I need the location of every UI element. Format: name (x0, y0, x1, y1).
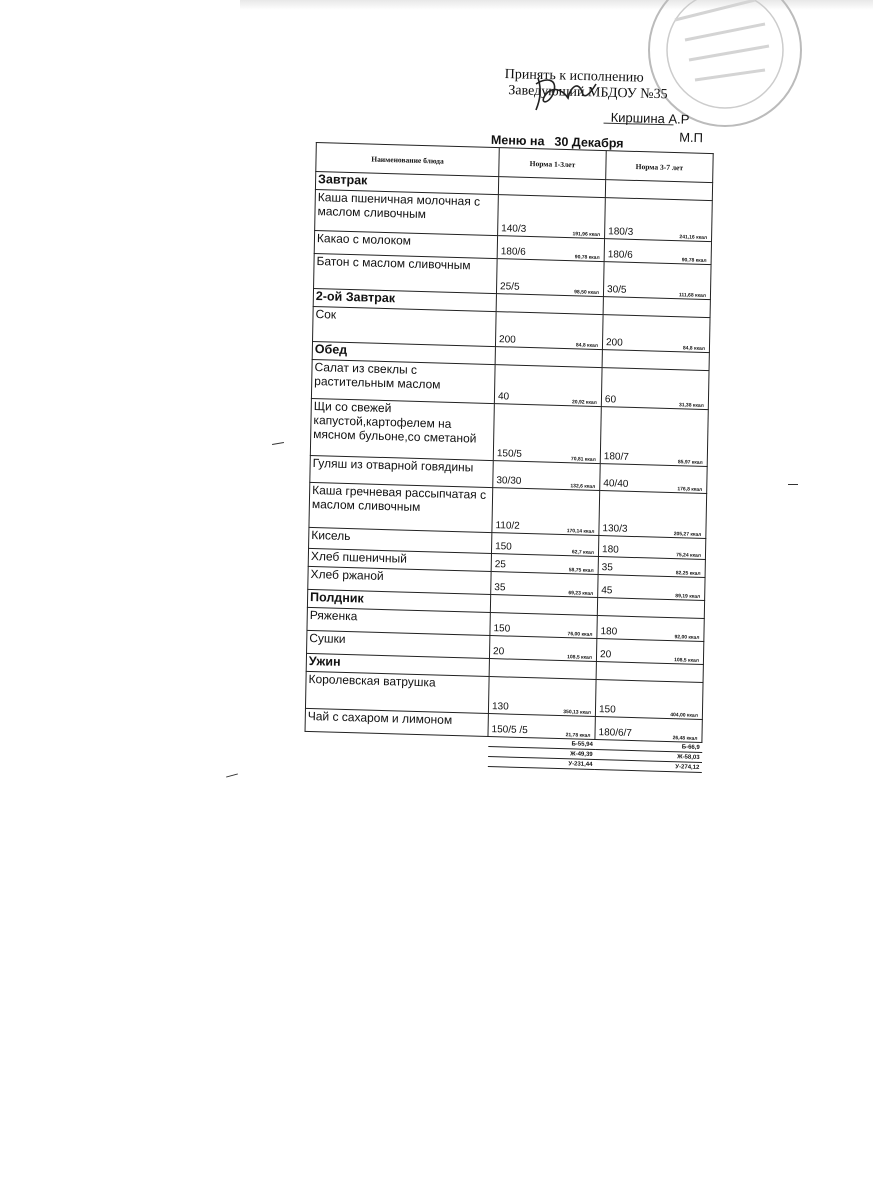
dish-name: Каша гречневая рассыпчатая с маслом сливочным (309, 482, 493, 532)
kcal-1-3: 21,78 ккал (565, 732, 591, 739)
margin-mark (226, 773, 238, 777)
portion-3-7-cell (603, 262, 711, 300)
portion-1-3: 180/6 (500, 246, 526, 258)
portion-1-3: 200 (498, 334, 516, 346)
portion-3-7-cell (604, 239, 711, 265)
kcal-1-3: 170,14 ккал (566, 528, 595, 535)
portion-3-7-cell (598, 536, 705, 560)
portion-3-7: 180/7 (603, 451, 629, 463)
portion-3-7-cell (600, 407, 708, 467)
portion-1-3-cell (491, 572, 598, 598)
portion-3-7-cell (595, 680, 703, 720)
approval-seal-place: М.П (679, 129, 704, 146)
kcal-3-7: 205,27 ккал (673, 531, 702, 538)
portion-1-3: 20 (492, 646, 505, 658)
kcal-3-7: 92,00 ккал (674, 634, 700, 641)
menu-body (305, 172, 713, 743)
dish-name: Королевская ватрушка (305, 671, 489, 713)
portion-3-7-cell (605, 198, 713, 242)
dish-name: Щи со свежей капустой,картофелем на мясном бульоне,со сметаной (310, 398, 494, 460)
portion-3-7: 30/5 (606, 284, 627, 296)
portion-1-3-cell (493, 404, 601, 464)
portion-3-7: 180 (601, 544, 619, 556)
total-1-3: Ж-49,39 (488, 747, 595, 760)
kcal-1-3: 76,00 ккал (567, 631, 593, 638)
kcal-3-7: 404,00 ккал (670, 712, 698, 719)
portion-1-3-cell (491, 533, 598, 557)
approval-head-line: Заведующий МБДОУ №35 (508, 83, 668, 103)
portion-3-7: 180/3 (608, 226, 634, 238)
kcal-3-7: 108,5 ккал (674, 657, 700, 664)
portion-1-3-cell (490, 613, 597, 639)
kcal-1-3: 62,7 ккал (571, 549, 595, 556)
portion-3-7: 180/6/7 (598, 727, 633, 740)
total-3-7: Б-66,9 (595, 740, 702, 753)
kcal-3-7: 85,97 ккал (677, 459, 703, 466)
portion-1-3-cell (494, 365, 602, 407)
menu-date: 30 Декабря (554, 134, 624, 151)
portion-3-7-cell (600, 464, 707, 494)
dish-name: Каша пшеничная молочная с маслом сливочным (315, 190, 499, 236)
approval-accept-line: Принять к исполнению (504, 66, 644, 86)
handwritten-signature (508, 66, 618, 116)
portion-3-7-cell (599, 491, 707, 539)
menu-table (304, 142, 714, 773)
portion-1-3: 35 (494, 582, 506, 594)
header-dish-name: Наименование блюда (316, 143, 499, 177)
kcal-3-7: 90,78 ккал (681, 257, 707, 264)
portion-1-3-cell (498, 195, 606, 239)
total-3-7: Ж-58,03 (595, 749, 702, 762)
total-1-3: Б-55,94 (488, 737, 595, 750)
total-3-7: У-274,12 (594, 759, 701, 772)
portion-1-3: 140/3 (501, 223, 527, 235)
kcal-3-7: 31,38 ккал (678, 402, 704, 409)
dish-name: Гуляш из отварной говядины (310, 455, 493, 487)
section-title: Завтрак (315, 172, 498, 195)
kcal-1-3: 90,78 ккал (574, 254, 600, 261)
portion-1-3: 25 (494, 559, 506, 571)
margin-mark (272, 442, 284, 445)
portion-3-7: 35 (601, 562, 613, 574)
portion-3-7: 60 (604, 394, 617, 406)
portion-3-7-cell (595, 717, 702, 743)
portion-1-3: 150 (493, 623, 511, 635)
portion-1-3-cell (488, 677, 596, 717)
section-title: 2-ой Завтрак (313, 288, 496, 311)
kcal-3-7: 176,8 ккал (677, 486, 703, 493)
portion-3-7-cell (601, 368, 709, 410)
portion-1-3: 150/5 /5 (491, 724, 528, 737)
dish-name: Чай с сахаром и лимоном (305, 708, 488, 736)
kcal-1-3: 69,23 ккал (568, 590, 594, 597)
dish-name: Какао с молоком (314, 230, 497, 258)
portion-1-3: 110/2 (495, 520, 520, 532)
portion-3-7-cell (598, 575, 705, 601)
portion-1-3: 150/5 (496, 448, 523, 460)
header-norm-1-3: Норма 1-3лет (499, 148, 607, 180)
round-seal-stamp (615, 0, 835, 150)
dish-name: Хлеб ржаной (308, 566, 491, 594)
kcal-3-7: 84,8 ккал (682, 345, 706, 352)
dish-name: Батон с маслом сливочным (314, 253, 498, 293)
portion-3-7: 180 (600, 626, 618, 638)
kcal-1-3: 84,8 ккал (575, 342, 599, 349)
dish-name: Салат из свеклы с растительным маслом (311, 359, 495, 403)
portion-3-7-cell (602, 315, 710, 353)
header-norm-3-7: Норма 3-7 лет (606, 151, 714, 183)
portion-1-3-cell (488, 714, 595, 740)
kcal-3-7: 89,19 ккал (675, 593, 701, 600)
portion-1-3: 25/5 (499, 281, 520, 293)
portion-1-3-cell (489, 636, 596, 662)
kcal-3-7: 75,24 ккал (676, 552, 702, 559)
approval-signatory: Киршина А.Р (610, 109, 690, 127)
margin-mark (788, 484, 798, 485)
section-title: Обед (312, 341, 495, 364)
section-title: Полдник (307, 589, 490, 612)
kcal-1-3: 108,5 ккал (567, 654, 593, 661)
portion-1-3-cell (492, 488, 600, 536)
kcal-1-3: 191,96 ккал (572, 231, 601, 238)
portion-1-3: 150 (495, 541, 512, 553)
portion-1-3: 40 (497, 391, 510, 403)
kcal-3-7: 241,16 ккал (679, 234, 708, 241)
portion-3-7: 200 (605, 337, 623, 349)
kcal-1-3: 58,75 ккал (568, 567, 594, 574)
portion-1-3: 130 (491, 701, 509, 713)
dish-name: Хлеб пшеничный (308, 548, 491, 571)
dish-name: Ряженка (307, 607, 490, 635)
kcal-1-3: 98,50 ккал (574, 289, 600, 296)
portion-3-7: 150 (598, 704, 616, 716)
kcal-3-7: 82,25 ккал (675, 570, 701, 577)
kcal-1-3: 20,92 ккал (571, 399, 597, 406)
kcal-1-3: 70,81 ккал (570, 456, 596, 463)
portion-3-7: 45 (601, 585, 613, 597)
total-1-3: У-231,44 (487, 757, 594, 770)
dish-name: Кисель (309, 527, 492, 553)
portion-3-7: 20 (599, 649, 612, 661)
portion-3-7: 180/6 (607, 249, 633, 261)
section-title: Ужин (306, 653, 489, 676)
menu-title-label: Меню на (490, 132, 545, 149)
kcal-3-7: 111,68 ккал (678, 292, 707, 299)
portion-1-3-cell (496, 259, 604, 297)
dish-name: Сушки (307, 630, 490, 658)
dish-name: Сок (313, 306, 497, 346)
portion-1-3-cell (495, 312, 603, 350)
portion-3-7: 40/40 (603, 478, 629, 490)
portion-3-7: 130/3 (602, 523, 628, 535)
portion-3-7-cell (596, 639, 703, 665)
portion-1-3: 30/30 (496, 475, 522, 487)
kcal-1-3: 132,6 ккал (570, 483, 596, 490)
portion-1-3-cell (497, 236, 604, 262)
kcal-1-3: 350,13 ккал (563, 709, 591, 716)
kcal-3-7: 26,48 ккал (672, 735, 698, 742)
portion-3-7-cell (597, 616, 704, 642)
portion-1-3-cell (493, 461, 600, 491)
